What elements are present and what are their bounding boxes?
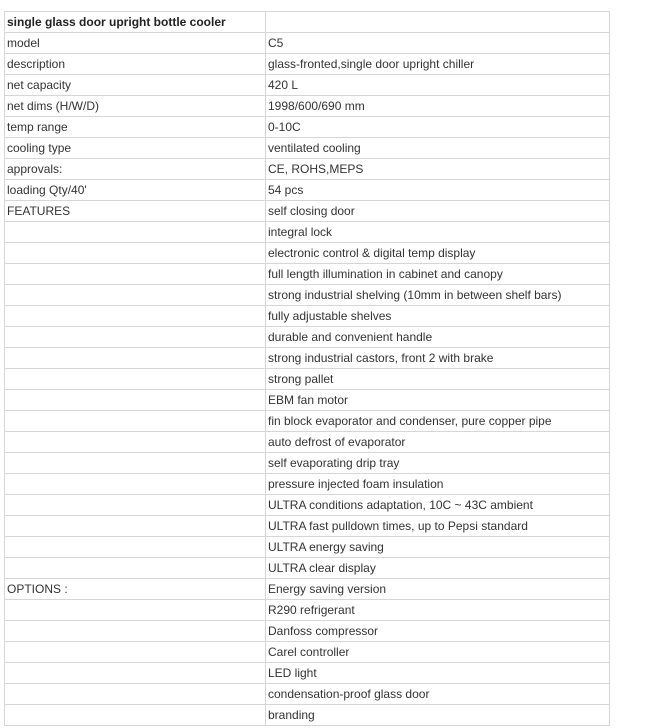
table-row (5, 243, 610, 264)
value-cell: auto defrost of evaporator (266, 432, 610, 453)
value-cell: integral lock (266, 222, 610, 243)
table-row (5, 600, 610, 621)
spec-table (4, 11, 610, 726)
value-cell: R290 refrigerant (266, 600, 610, 621)
table-row (5, 705, 610, 726)
value-cell: ULTRA clear display (266, 558, 610, 579)
value-cell (266, 12, 610, 33)
value-cell: CE, ROHS,MEPS (266, 159, 610, 180)
label-cell: net capacity (5, 75, 266, 96)
label-cell: cooling type (5, 138, 266, 159)
table-title-cell: single glass door upright bottle cooler (5, 12, 266, 33)
label-cell: approvals: (5, 159, 266, 180)
label-cell (5, 558, 266, 579)
spec-table-container (4, 11, 610, 726)
value-cell: durable and convenient handle (266, 327, 610, 348)
table-row (5, 453, 610, 474)
label-cell (5, 642, 266, 663)
label-cell (5, 621, 266, 642)
label-cell (5, 705, 266, 726)
value-cell: glass-fronted,single door upright chiller (266, 54, 610, 75)
table-row (5, 12, 610, 33)
value-cell: self evaporating drip tray (266, 453, 610, 474)
label-cell: model (5, 33, 266, 54)
value-cell: full length illumination in cabinet and canopy (266, 264, 610, 285)
label-cell (5, 474, 266, 495)
value-cell: LED light (266, 663, 610, 684)
table-row (5, 495, 610, 516)
value-cell: pressure injected foam insulation (266, 474, 610, 495)
table-row (5, 621, 610, 642)
table-row (5, 117, 610, 138)
value-cell: self closing door (266, 201, 610, 222)
table-row (5, 411, 610, 432)
label-cell (5, 327, 266, 348)
label-cell: OPTIONS : (5, 579, 266, 600)
label-cell (5, 453, 266, 474)
value-cell: strong industrial shelving (10mm in between shelf bars) (266, 285, 610, 306)
label-cell: FEATURES (5, 201, 266, 222)
table-row (5, 306, 610, 327)
label-cell (5, 390, 266, 411)
value-cell: fully adjustable shelves (266, 306, 610, 327)
label-cell (5, 369, 266, 390)
label-cell: loading Qty/40' (5, 180, 266, 201)
table-row (5, 348, 610, 369)
table-row (5, 222, 610, 243)
value-cell: 54 pcs (266, 180, 610, 201)
table-row (5, 390, 610, 411)
table-row (5, 537, 610, 558)
value-cell: C5 (266, 33, 610, 54)
value-cell: fin block evaporator and condenser, pure copper pipe (266, 411, 610, 432)
table-row (5, 285, 610, 306)
table-row (5, 180, 610, 201)
table-row (5, 432, 610, 453)
table-row (5, 516, 610, 537)
label-cell (5, 600, 266, 621)
table-row (5, 33, 610, 54)
spec-table-body (5, 12, 610, 726)
value-cell: 0-10C (266, 117, 610, 138)
table-row (5, 138, 610, 159)
table-row (5, 369, 610, 390)
value-cell: Energy saving version (266, 579, 610, 600)
table-row (5, 159, 610, 180)
table-row (5, 201, 610, 222)
value-cell: ULTRA fast pulldown times, up to Pepsi standard (266, 516, 610, 537)
value-cell: strong pallet (266, 369, 610, 390)
label-cell: temp range (5, 117, 266, 138)
label-cell (5, 411, 266, 432)
label-cell (5, 243, 266, 264)
label-cell (5, 432, 266, 453)
value-cell: electronic control & digital temp display (266, 243, 610, 264)
label-cell (5, 516, 266, 537)
value-cell: Danfoss compressor (266, 621, 610, 642)
value-cell: 1998/600/690 mm (266, 96, 610, 117)
value-cell: condensation-proof glass door (266, 684, 610, 705)
label-cell (5, 348, 266, 369)
label-cell (5, 495, 266, 516)
table-row (5, 663, 610, 684)
table-row (5, 75, 610, 96)
table-row (5, 558, 610, 579)
label-cell (5, 222, 266, 243)
label-cell: net dims (H/W/D) (5, 96, 266, 117)
label-cell (5, 684, 266, 705)
value-cell: ULTRA conditions adaptation, 10C ~ 43C ambient (266, 495, 610, 516)
table-row (5, 684, 610, 705)
value-cell: Carel controller (266, 642, 610, 663)
label-cell: description (5, 54, 266, 75)
table-row (5, 579, 610, 600)
table-row (5, 96, 610, 117)
value-cell: 420 L (266, 75, 610, 96)
table-row (5, 264, 610, 285)
table-row (5, 54, 610, 75)
label-cell (5, 306, 266, 327)
table-row (5, 642, 610, 663)
table-row (5, 327, 610, 348)
value-cell: ULTRA energy saving (266, 537, 610, 558)
label-cell (5, 663, 266, 684)
table-row (5, 474, 610, 495)
label-cell (5, 264, 266, 285)
value-cell: ventilated cooling (266, 138, 610, 159)
value-cell: branding (266, 705, 610, 726)
label-cell (5, 537, 266, 558)
value-cell: strong industrial castors, front 2 with brake (266, 348, 610, 369)
value-cell: EBM fan motor (266, 390, 610, 411)
label-cell (5, 285, 266, 306)
